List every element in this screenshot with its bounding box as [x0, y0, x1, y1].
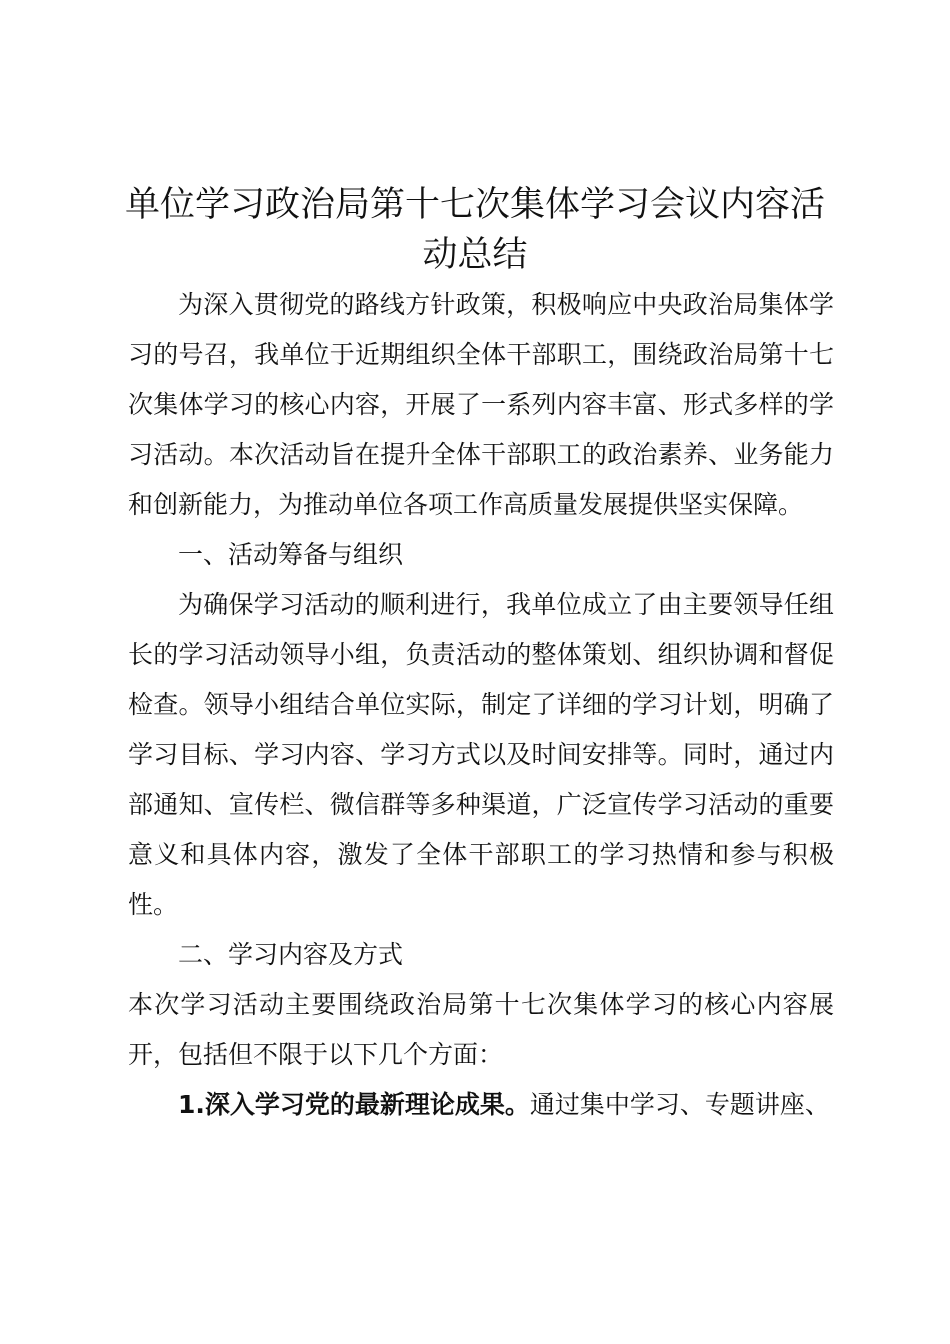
intro-paragraph: 为深入贯彻党的路线方针政策，积极响应中央政治局集体学习的号召，我单位于近期组织全体干部职工，围绕政治局第十七次集体学习的核心内容，开展了一系列内容丰富、形式多样的学习活动。本次活动旨在提升全体干部职工的政治素养、业务能力和创新能力，为推动单位各项工作高质量发展提供坚实保障。 [128, 290, 834, 519]
section-heading-content: 二、学习内容及方式 [178, 940, 404, 969]
document-body [128, 280, 834, 1130]
list-item-theory-text: 通过集中学习、专题讲座、 [529, 1090, 830, 1119]
document-title: 单位学习政治局第十七次集体学习会议内容活动总结 [124, 185, 825, 275]
content-paragraph: 本次学习活动主要围绕政治局第十七次集体学习的核心内容展开，包括但不限于以下几个方面： [128, 990, 834, 1069]
section-heading-preparation: 一、活动筹备与组织 [178, 540, 404, 569]
preparation-paragraph: 为确保学习活动的顺利进行，我单位成立了由主要领导任组长的学习活动领导小组，负责活动的整体策划、组织协调和督促检查。领导小组结合单位实际，制定了详细的学习计划，明确了学习目标、学习内容、学习方式以及时间安排等。同时，通过内部通知、宣传栏、微信群等多种渠道，广泛宣传学习活动的重要意义和具体内容，激发了全体干部职工的学习热情和参与积极性。 [128, 590, 834, 919]
list-item-theory [128, 1080, 834, 1130]
list-item-theory-label: 1.深入学习党的最新理论成果。 [178, 1090, 530, 1119]
